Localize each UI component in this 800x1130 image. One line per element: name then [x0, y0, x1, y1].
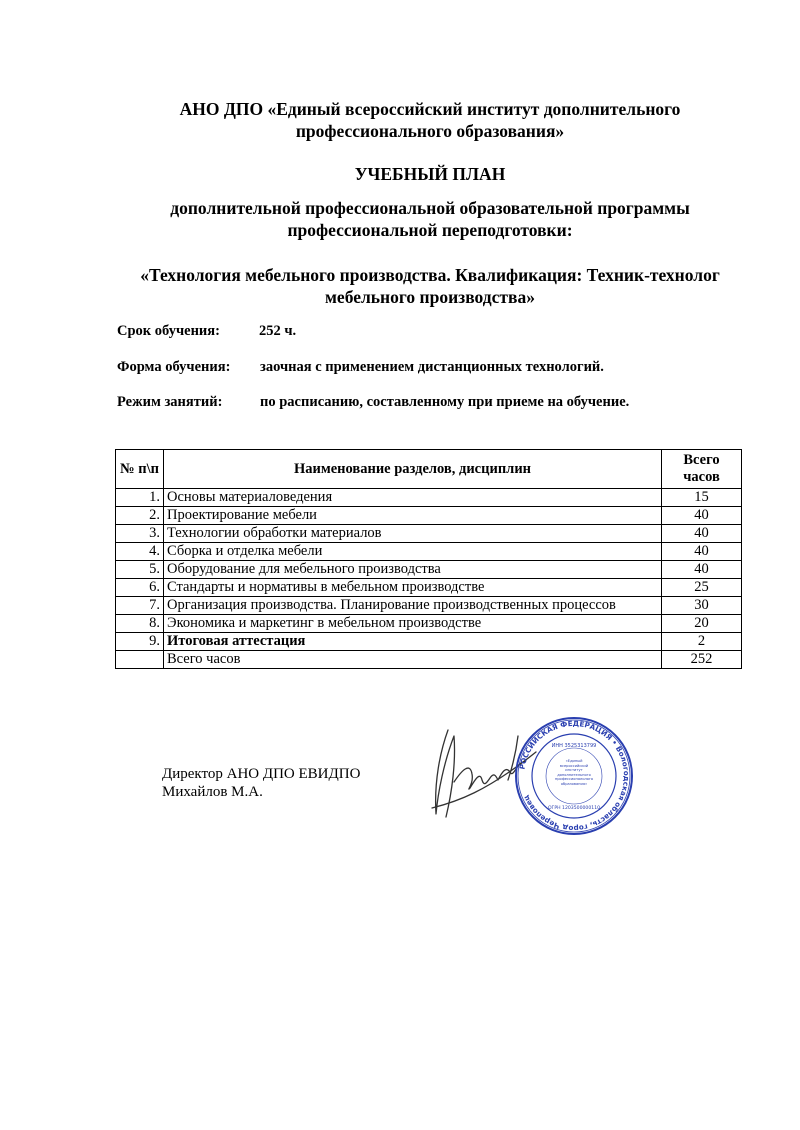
row-hours: 30 [662, 597, 742, 615]
table-row [116, 597, 742, 615]
form-label: Форма обучения: [117, 359, 231, 375]
row-hours: 2 [662, 633, 742, 651]
row-hours: 40 [662, 525, 742, 543]
director-name: Михайлов М.А. [162, 784, 263, 800]
duration-field [117, 323, 297, 340]
row-name: Технологии обработки материалов [164, 525, 662, 543]
table-row [116, 579, 742, 597]
row-num: 3. [116, 525, 164, 543]
mode-value: по расписанию, составленному при приеме на обучение. [260, 394, 630, 410]
row-name: Экономика и маркетинг в мебельном производстве [164, 615, 662, 633]
table-total-row [116, 651, 742, 669]
form-value: заочная с применением дистанционных технологий. [260, 359, 604, 375]
round-stamp [513, 715, 635, 837]
row-name: Организация производства. Планирование производственных процессов [164, 597, 662, 615]
row-num: 5. [116, 561, 164, 579]
row-num: 1. [116, 489, 164, 507]
header-hours: Всего часов [662, 450, 742, 489]
stamp-ogrn: ОГРН 1203500000110 [547, 806, 601, 811]
duration-value: 252 ч. [259, 323, 297, 339]
table-row [116, 615, 742, 633]
row-hours: 25 [662, 579, 742, 597]
row-hours: 40 [662, 561, 742, 579]
total-label: Всего часов [164, 651, 662, 669]
row-num: 2. [116, 507, 164, 525]
mode-field [117, 394, 630, 411]
curriculum-table [115, 449, 742, 669]
row-num: 7. [116, 597, 164, 615]
stamp-outer-text: РОССИЙСКАЯ ФЕДЕРАЦИЯ • Вологодская область, город Череповец [517, 718, 632, 834]
table-row [116, 633, 742, 651]
table-row [116, 489, 742, 507]
document-title: УЧЕБНЫЙ ПЛАН [354, 164, 506, 184]
director-block [162, 765, 360, 801]
row-hours: 40 [662, 543, 742, 561]
organization-name: АНО ДПО «Единый всероссийский институт дополнительного профессионального образования» [179, 99, 681, 141]
header-num: № п\п [116, 450, 164, 489]
row-name: Проектирование мебели [164, 507, 662, 525]
row-hours: 20 [662, 615, 742, 633]
row-hours: 15 [662, 489, 742, 507]
row-num: 4. [116, 543, 164, 561]
duration-label: Срок обучения: [117, 323, 220, 339]
stamp-center-text: «Единый всероссийский институт дополнительного профессионального образования» [554, 759, 594, 786]
row-hours: 40 [662, 507, 742, 525]
row-num: 9. [116, 633, 164, 651]
total-hours: 252 [662, 651, 742, 669]
row-name: Итоговая аттестация [164, 633, 662, 651]
mode-label: Режим занятий: [117, 394, 223, 410]
table-row [116, 561, 742, 579]
table-row [116, 507, 742, 525]
stamp-inn: ИНН 3525313799 [551, 743, 597, 749]
header-name: Наименование разделов, дисциплин [164, 450, 662, 489]
row-name: Стандарты и нормативы в мебельном производстве [164, 579, 662, 597]
table-row [116, 543, 742, 561]
row-num: 6. [116, 579, 164, 597]
total-num [116, 651, 164, 669]
stamp-center-wrap [551, 759, 597, 793]
row-name: Основы материаловедения [164, 489, 662, 507]
director-title: Директор АНО ДПО ЕВИДПО [162, 766, 361, 782]
program-description: дополнительной профессиональной образовательной программы профессиональной переподготовки: [170, 198, 690, 240]
row-name: Оборудование для мебельного производства [164, 561, 662, 579]
form-field [117, 359, 604, 376]
table-header-row [116, 450, 742, 489]
row-name: Сборка и отделка мебели [164, 543, 662, 561]
course-title: «Технология мебельного производства. Квалификация: Техник-технолог мебельного производства» [140, 265, 720, 307]
table-row [116, 525, 742, 543]
row-num: 8. [116, 615, 164, 633]
